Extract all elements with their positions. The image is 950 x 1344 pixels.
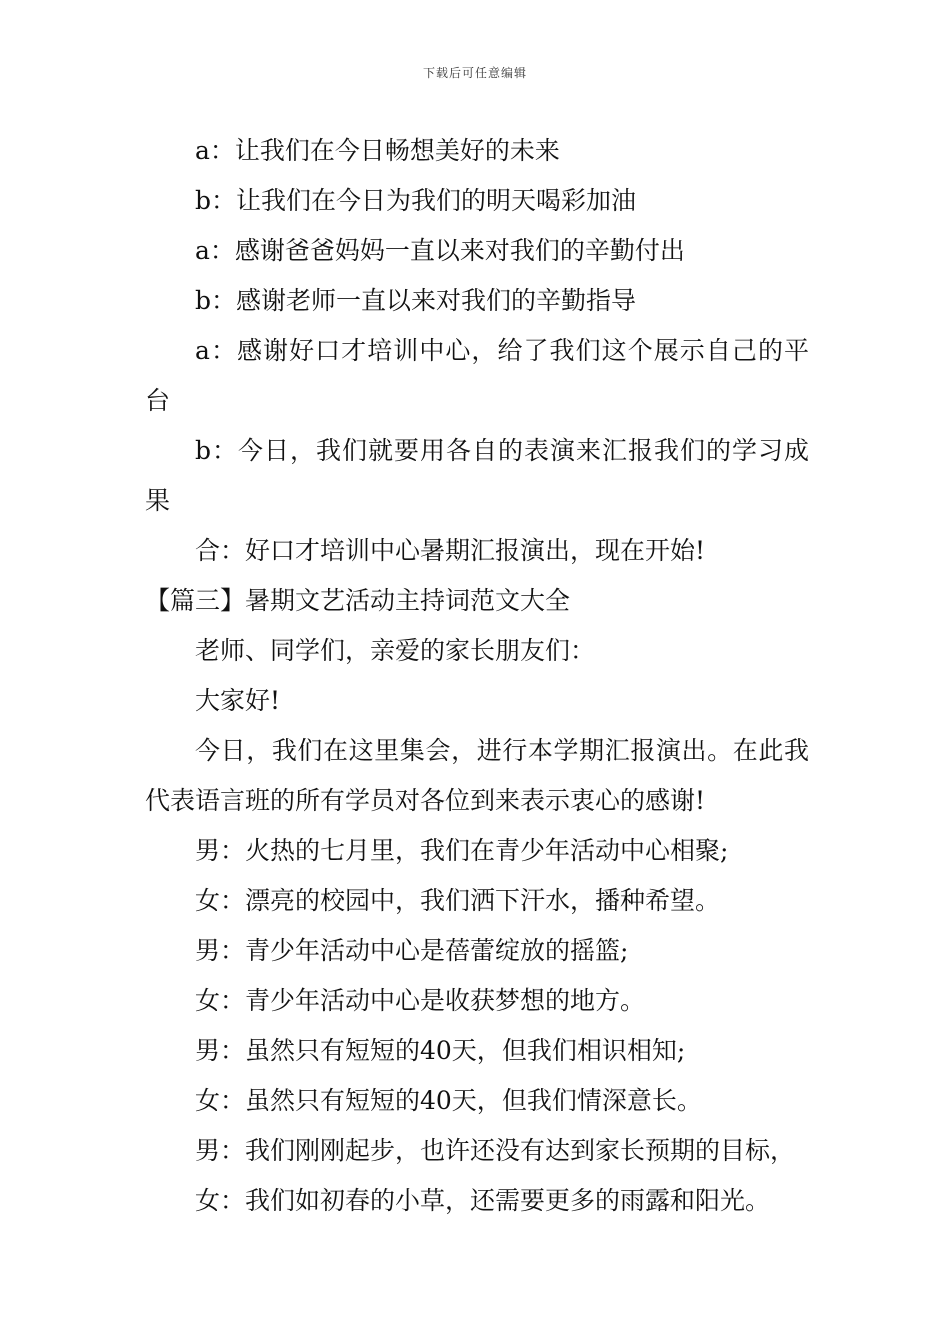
paragraph: b：感谢老师一直以来对我们的辛勤指导 [195,286,637,315]
document-body [145,126,809,1226]
page-header: 下载后可任意编辑 [422,66,527,80]
paragraph: 大家好! [195,686,281,715]
paragraph: 女：我们如初春的小草，还需要更多的雨露和阳光。 [195,1186,771,1215]
paragraph: 男：青少年活动中心是蓓蕾绽放的摇篮; [195,936,629,965]
paragraph: a：感谢爸爸妈妈一直以来对我们的辛勤付出 [195,236,685,265]
paragraph: 老师、同学们，亲爱的家长朋友们： [195,636,596,665]
paragraph: 男：火热的七月里，我们在青少年活动中心相聚; [195,836,729,865]
paragraph: 女：虽然只有短短的40天，但我们情深意长。 [195,1086,702,1115]
section-heading: 【篇三】暑期文艺活动主持词范文大全 [145,586,571,615]
paragraph: b：让我们在今日为我们的明天喝彩加油 [195,186,637,215]
paragraph: 男：虽然只有短短的40天，但我们相识相知; [195,1036,686,1065]
paragraph: 合：好口才培训中心暑期汇报演出，现在开始! [195,536,706,565]
paragraph: 今日，我们在这里集会，进行本学期汇报演出。在此我代表语言班的所有学员对各位到来表示衷心的感谢! [145,736,809,815]
paragraph: 男：我们刚刚起步，也许还没有达到家长预期的目标， [195,1136,796,1165]
paragraph: a：让我们在今日畅想美好的未来 [195,136,560,165]
paragraph: 女：青少年活动中心是收获梦想的地方。 [195,986,646,1015]
paragraph: 女：漂亮的校园中，我们洒下汗水，播种希望。 [195,886,721,915]
paragraph: b：今日，我们就要用各自的表演来汇报我们的学习成果 [145,436,809,515]
paragraph: a：感谢好口才培训中心，给了我们这个展示自己的平台 [145,336,809,415]
